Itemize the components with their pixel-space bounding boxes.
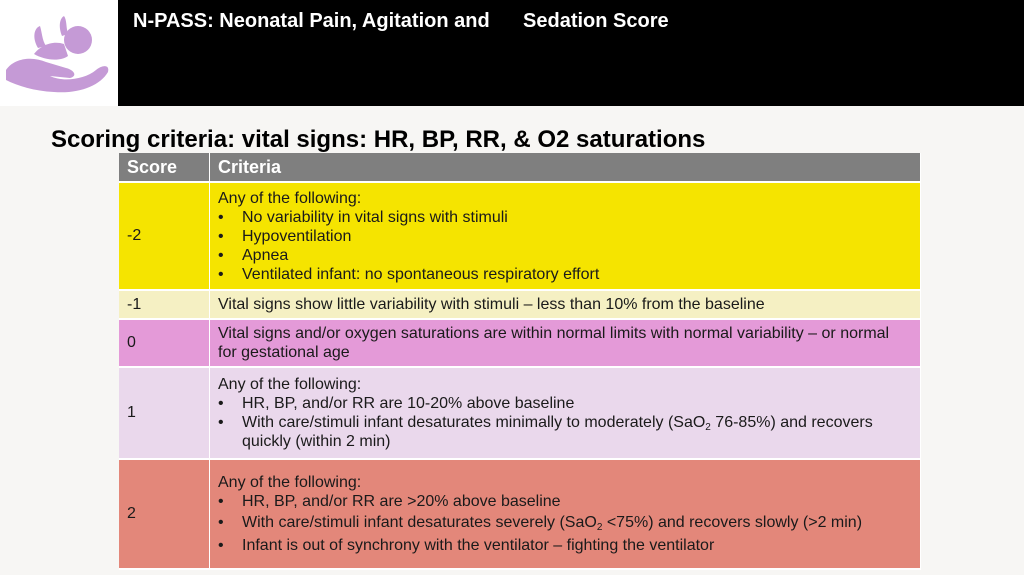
criteria-list [218, 208, 912, 284]
table-row [119, 182, 921, 290]
criteria-intro: Any of the following: [218, 376, 362, 393]
sao2-text-after: 76-85%) and recovers quickly (within 2 min) [242, 414, 873, 450]
score-cell: -1 [119, 290, 210, 319]
logo [0, 0, 118, 106]
criteria-cell: Vital signs and/or oxygen saturations are within normal limits with normal variability – or normal for gestational age [210, 319, 921, 367]
list-item: • Apnea [218, 246, 912, 265]
header-title: N-PASS: Neonatal Pain, Agitation and Sedation Score [133, 10, 669, 32]
list-item: • Hypoventilation [218, 227, 912, 246]
criteria-intro: Any of the following: [218, 189, 362, 207]
table-header-row [119, 153, 921, 182]
baby-in-hand-icon [4, 8, 112, 94]
criteria-table [119, 153, 921, 570]
header-bar [118, 0, 1024, 106]
sao2-text-before: With care/stimuli infant desaturates minimally to moderately (SaO [242, 414, 706, 431]
list-item: • No variability in vital signs with stimuli [218, 208, 912, 227]
table-row [119, 459, 921, 569]
table-row [119, 367, 921, 459]
table-row [119, 319, 921, 367]
score-cell: 1 [119, 367, 210, 459]
criteria-cell: Vital signs show little variability with stimuli – less than 10% from the baseline [210, 290, 921, 319]
criteria-list [218, 492, 912, 555]
criteria-cell [210, 182, 921, 290]
criteria-cell [210, 367, 921, 459]
column-header-score: Score [119, 153, 210, 182]
list-item [218, 413, 912, 451]
slide-heading: Scoring criteria: vital signs: HR, BP, RR, & O2 saturations [51, 126, 706, 153]
score-cell: 2 [119, 459, 210, 569]
criteria-intro: Any of the following: [218, 474, 362, 491]
criteria-cell [210, 459, 921, 569]
sao2-text-before: With care/stimuli infant desaturates severely (SaO [242, 514, 597, 531]
criteria-list [218, 394, 912, 451]
sao2-subscript: 2 [596, 522, 603, 533]
list-item: • HR, BP, and/or RR are 10-20% above baseline [218, 394, 912, 413]
list-item [218, 513, 912, 532]
column-header-criteria: Criteria [210, 153, 921, 182]
list-item: • Ventilated infant: no spontaneous respiratory effort [218, 265, 912, 284]
score-cell: -2 [119, 182, 210, 290]
sao2-subscript: 2 [705, 422, 711, 433]
list-item: • HR, BP, and/or RR are >20% above baseline [218, 492, 912, 511]
sao2-text-after: <75%) and recovers slowly (>2 min) [602, 514, 863, 531]
table-row [119, 290, 921, 319]
score-cell: 0 [119, 319, 210, 367]
list-item: • Infant is out of synchrony with the ventilator – fighting the ventilator [218, 536, 912, 555]
